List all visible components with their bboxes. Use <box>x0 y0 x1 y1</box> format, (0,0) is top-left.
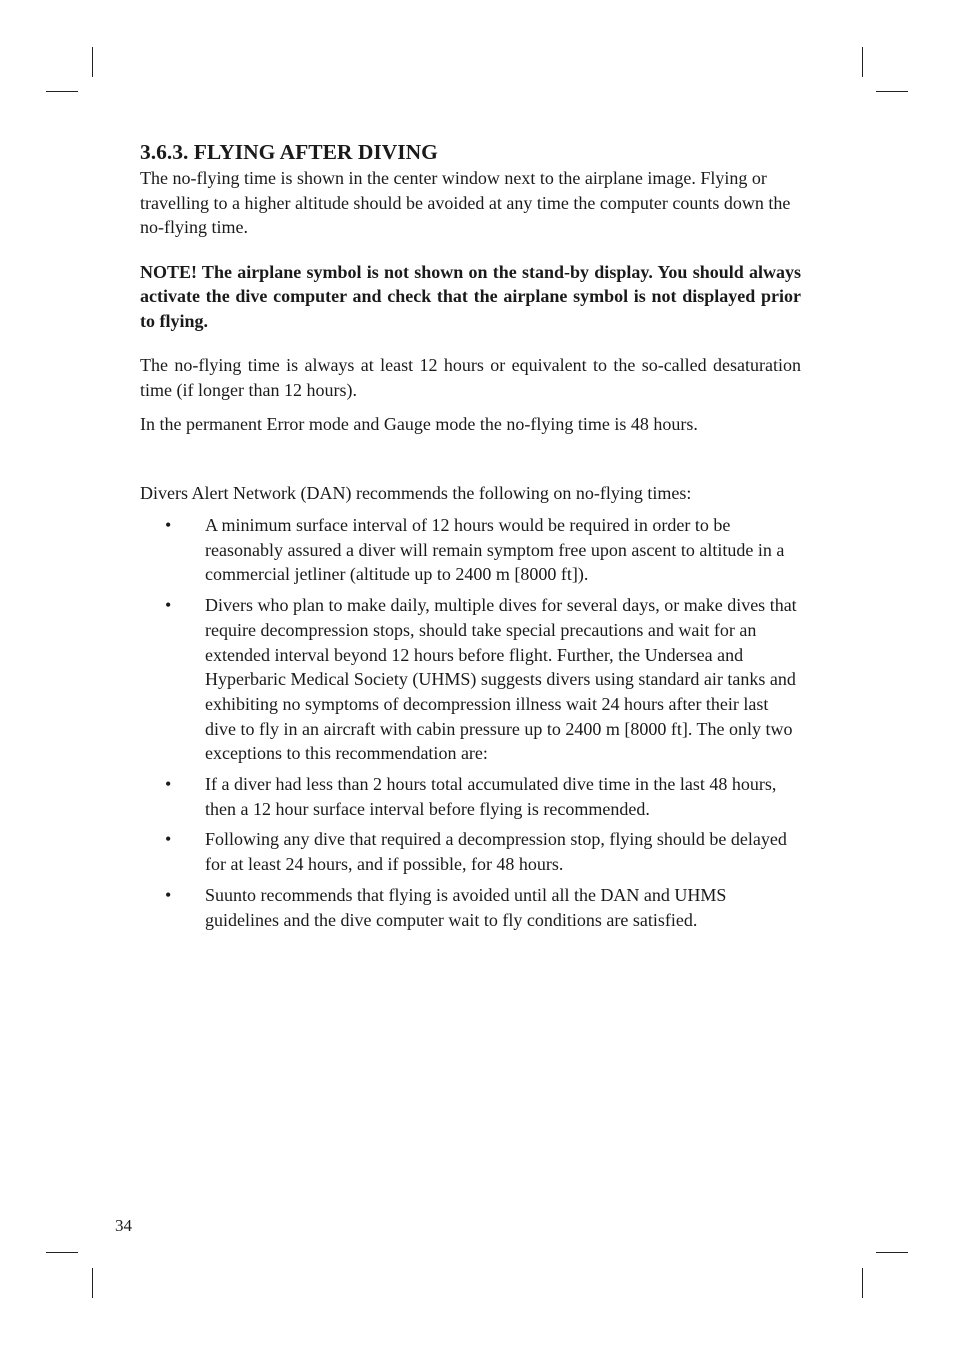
list-item <box>140 772 801 821</box>
list-item-text: Divers who plan to make daily, multiple dives for several days, or make dives that require decompression stops, should take special precautions and wait for an extended interval beyond 12 hours before flight. Further, the Undersea and Hyperbaric Medical Society (UHMS) suggests divers using standard air tanks and exhibiting no symptoms of decompression illness wait 24 hours after their last dive to fly in an aircraft with cabin pressure up to 2400 m [8000 ft]. The only two exceptions to this recommendation are: <box>205 595 797 764</box>
crop-mark-top-right-horizontal <box>876 91 908 92</box>
bullet-icon: • <box>165 829 172 850</box>
error-gauge-mode-paragraph: In the permanent Error mode and Gauge mode the no-flying time is 48 hours. <box>140 414 698 434</box>
crop-mark-bottom-right-horizontal <box>876 1252 908 1253</box>
crop-mark-top-left-horizontal <box>46 91 78 92</box>
crop-mark-top-left-vertical <box>92 47 93 77</box>
list-item <box>140 827 801 876</box>
crop-mark-bottom-left-horizontal <box>46 1252 78 1253</box>
list-item <box>140 593 801 766</box>
bullet-icon: • <box>165 774 172 795</box>
crop-mark-bottom-right-vertical <box>862 1268 863 1298</box>
bullet-icon: • <box>165 595 172 616</box>
section-heading: 3.6.3. FLYING AFTER DIVING <box>140 140 438 164</box>
list-item <box>140 883 801 932</box>
list-item <box>140 513 801 587</box>
page-content <box>140 138 801 938</box>
list-item-text: If a diver had less than 2 hours total accumulated dive time in the last 48 hours, then a 12 hour surface interval before flying is recommended. <box>205 774 777 819</box>
bullet-icon: • <box>165 884 172 905</box>
crop-mark-bottom-left-vertical <box>92 1268 93 1298</box>
no-flying-minimum-paragraph: The no-flying time is always at least 12 hours or equivalent to the so-called desaturation time (if longer than 12 hours). <box>140 355 801 400</box>
list-item-text: Following any dive that required a decompression stop, flying should be delayed for at least 24 hours, and if possible, for 48 hours. <box>205 829 787 875</box>
crop-mark-top-right-vertical <box>862 47 863 77</box>
list-item-text: Suunto recommends that flying is avoided until all the DAN and UHMS guidelines and the dive computer wait to fly conditions are satisfied. <box>205 884 727 930</box>
bullet-icon: • <box>165 515 172 535</box>
intro-paragraph: The no-flying time is shown in the center window next to the airplane image. Flying or travelling to a higher altitude should be avoided at any time the computer counts down the no-flying time. <box>140 168 791 237</box>
dan-recommendations-list <box>140 513 801 932</box>
note-paragraph: NOTE! The airplane symbol is not shown on the stand-by display. You should always activate the dive computer and check that the airplane symbol is not displayed prior to flying. <box>140 261 801 331</box>
list-item-text: A minimum surface interval of 12 hours would be required in order to be reasonably assured a diver will remain symptom free upon ascent to altitude in a commercial jetliner (altitude up to 2400 m [8000 ft]). <box>205 515 785 585</box>
page-number: 34 <box>115 1216 132 1235</box>
dan-recommendation-intro: Divers Alert Network (DAN) recommends the following on no-flying times: <box>140 482 692 503</box>
